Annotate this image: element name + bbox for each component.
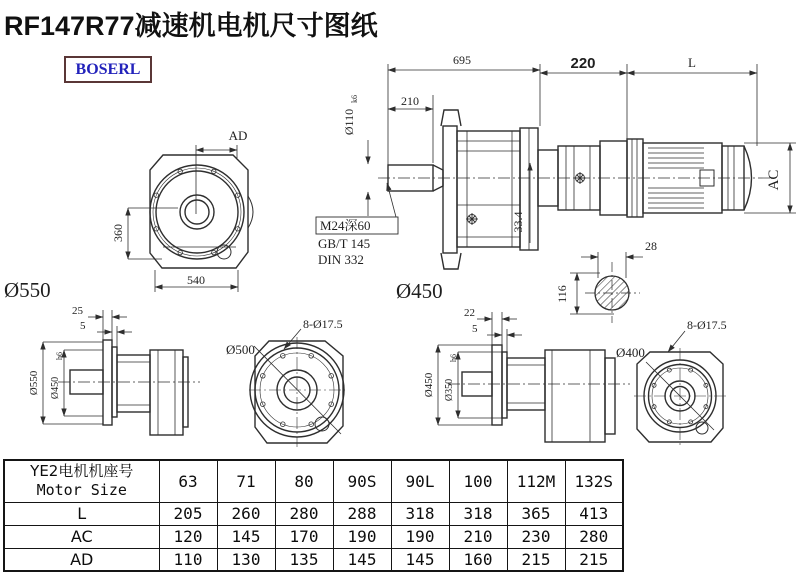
size-col: 90L [391,460,449,502]
size-col: 63 [159,460,217,502]
row-label: AD [4,548,159,571]
table-cell: 365 [507,502,565,525]
table-cell: 145 [391,548,449,571]
dim-25-label: 25 [72,305,83,317]
flange-side-view-2 [448,345,630,442]
flange-front-view-2 [634,331,726,446]
table-cell: 318 [449,502,507,525]
table-header-cn: YE2电机机座号 [30,462,134,481]
table-cell: 318 [391,502,449,525]
table-cell: 190 [391,525,449,548]
size-col: 71 [217,460,275,502]
dim-22-label: 22 [464,307,475,319]
dim-AD-label: AD [228,128,248,143]
table-cell: 110 [159,548,217,571]
dia-500-label: Ø500 [226,342,255,357]
table-row [4,525,623,548]
flange-front-view-1 [249,329,345,447]
table-header-en: Motor Size [36,481,127,500]
spigot-450-label: Ø450 [50,376,61,400]
reducer-front-view [150,155,253,268]
spigot-350-tol: h6 [449,354,458,362]
flange-side-view-1 [58,340,200,435]
size-col: 112M [507,460,565,502]
table-cell: 260 [217,502,275,525]
od-450-label: Ø450 [423,372,435,398]
table-cell: 160 [449,548,507,571]
reducer-side-view [378,110,772,269]
row-label: L [4,502,159,525]
table-cell: 145 [333,548,391,571]
table-cell: 280 [565,525,623,548]
table-cell: 170 [275,525,333,548]
table-cell: 120 [159,525,217,548]
dim-695-label: 695 [453,53,471,67]
dim-116-label: 116 [555,285,569,303]
main-view-dims [316,64,796,243]
flange-side-view-2-dims [438,312,522,425]
table-row [4,548,623,571]
dim-AC-label: AC [766,169,782,191]
dim-5-label: 5 [80,320,86,332]
spigot-450-tol: h6 [55,352,64,360]
motor-fins [648,148,704,208]
dim-33-4-label: 33.4 [511,211,525,233]
table-cell: 145 [217,525,275,548]
shaft-tol-label: k6 [350,95,359,103]
size-col: 80 [275,460,333,502]
od-550-label: Ø550 [28,370,40,396]
table-cell: 210 [449,525,507,548]
size-col: 100 [449,460,507,502]
standard-din: DIN 332 [318,252,364,267]
dia-400-label: Ø400 [616,345,645,360]
size-col: 90S [333,460,391,502]
thread-note: M24深60 [320,218,371,233]
table-cell: 413 [565,502,623,525]
size-col: 132S [565,460,623,502]
holes-label-2: 8-Ø17.5 [687,318,727,332]
dim-220-label: 220 [570,55,596,72]
dim-210-label: 210 [401,94,419,108]
standard-gb: GB/T 145 [318,236,371,251]
table-cell: 130 [217,548,275,571]
table-row [4,502,623,525]
table-header-cell [4,460,159,502]
label-dia550: Ø550 [4,278,51,302]
table-cell: 205 [159,502,217,525]
center-mark-icon [466,213,478,225]
dim-5b-label: 5 [472,323,478,335]
dim-L-label: L [688,55,696,70]
dim-28-label: 28 [645,239,657,253]
table-cell: 280 [275,502,333,525]
flange-side-view-1-dims [43,310,132,424]
spigot-350-label: Ø350 [444,378,455,402]
table-header-row [4,460,623,502]
table-cell: 215 [507,548,565,571]
table-cell: 230 [507,525,565,548]
motor-size-table [3,459,624,572]
label-dia450: Ø450 [396,279,443,303]
dim-360-label: 360 [111,224,125,242]
table-cell: 215 [565,548,623,571]
page-title: RF147R77减速机电机尺寸图纸 [4,11,378,41]
shaft-dia-label: Ø110 [342,108,356,136]
holes-label-1: 8-Ø17.5 [303,317,343,331]
center-mark-icon [574,172,586,184]
table-cell: 135 [275,548,333,571]
table-cell: 190 [333,525,391,548]
table-cell: 288 [333,502,391,525]
dim-540-label: 540 [187,273,205,287]
row-label: AC [4,525,159,548]
brand-logo: BOSERL [64,56,152,83]
